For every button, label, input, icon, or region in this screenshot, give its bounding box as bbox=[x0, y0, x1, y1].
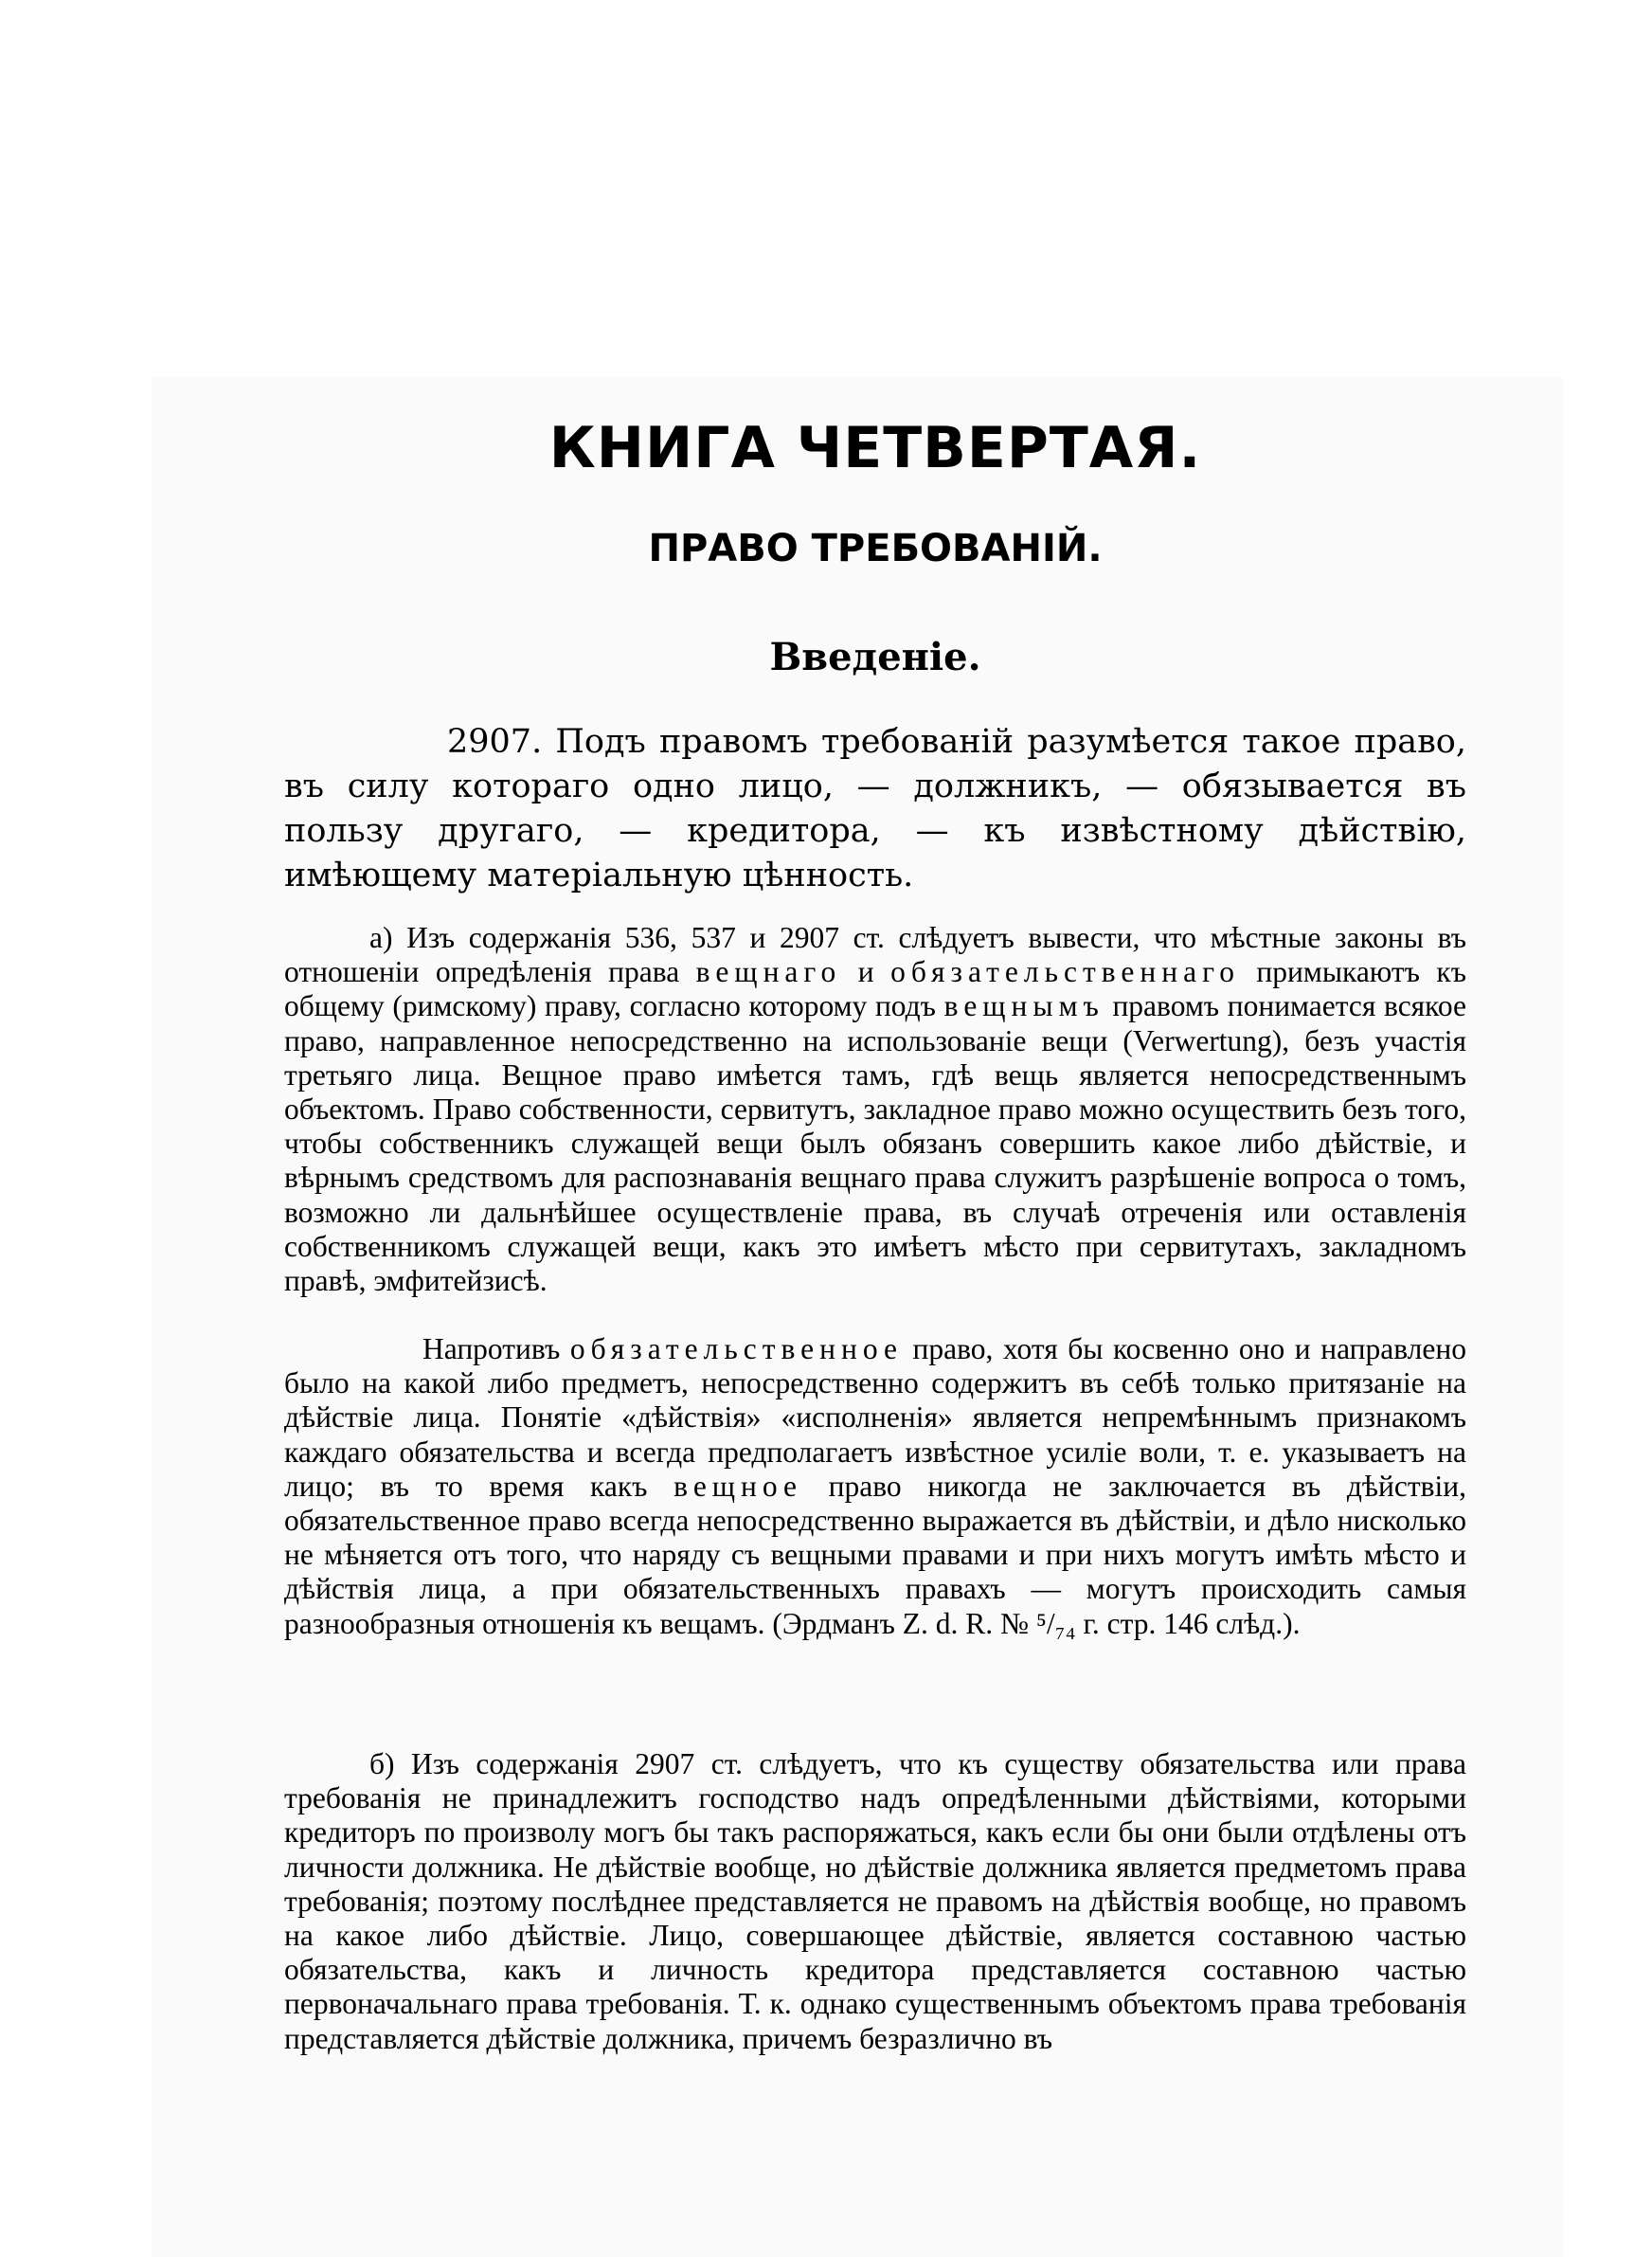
note-a-text-1: а) Изъ содержанія 536, 537 и 2907 ст. слѣдуетъ вывести, что мѣстные законы въ отношеніи опредѣленія права bbox=[284, 921, 1466, 989]
note-a2-emphasis-1: обязательственное bbox=[569, 1332, 903, 1365]
note-a-text-4: правомъ понимается всякое право, направленное непосредственно на использованіе вещи (Verwertung), безъ участія третьяго лица. Вещное право имѣется тамъ, гдѣ вещь является непосредственнымъ объектомъ. Право собственности, сервитутъ, закладное право можно осуществить безъ того, чтобы собственникъ служащей вещи былъ обязанъ совершить какое либо дѣйствіе, и вѣрнымъ средствомъ для распознаванія вещнаго права служитъ разрѣшеніе вопроса о томъ, возможно ли дальнѣйшее осуществленіе права, въ случаѣ отреченія или оставленія собственникомъ служащей вещи, какъ это имѣетъ мѣсто при сервитутахъ, закладномъ правѣ, эмфитейзисѣ. bbox=[284, 989, 1466, 1298]
intro-heading: Введеніе. bbox=[769, 635, 981, 679]
note-b: б) Изъ содержанія 2907 ст. слѣдуетъ, что къ существу обязательства или права требованія не принадлежитъ господство надъ опредѣленными дѣйствіями, которыми кредиторъ по произволу могъ бы такъ распоряжаться, какъ если бы они были отдѣлены отъ личности должника. Не дѣйствіе вообще, но дѣйствіе должника является предметомъ права требованія; поэтому послѣднее представляется не правомъ на дѣйствія вообще, но правомъ на какое либо дѣйствіе. Лицо, совершающее дѣйствіе, является составною частью обязательства, какъ и личность кредитора представляется составною частью первоначальнаго права требованія. Т. к. однако существеннымъ объектомъ права требованія представляется дѣйствіе должника, причемъ безразлично въ bbox=[284, 1747, 1466, 2055]
note-a bbox=[284, 921, 1466, 1298]
note-a-emphasis-3: вещнымъ bbox=[943, 989, 1104, 1023]
note-a-emphasis-2: обязательственнаго bbox=[890, 955, 1240, 989]
note-a-emphasis-1: вещнаго bbox=[695, 955, 842, 989]
note-a-continuation bbox=[284, 1332, 1466, 1641]
note-a-text-3: примыкаютъ къ общему (римскому) праву, согласно которому подъ bbox=[284, 955, 1467, 1023]
note-a2-text-2: право, хотя бы косвенно оно и направлено было на какой либо предметъ, непосредственно содержитъ въ себѣ только притязаніе на дѣйствіе лица. Понятіе «дѣйствія» «исполненія» является непремѣннымъ признакомъ каждаго обязательства и всегда предполагаетъ извѣстное усиліе воли, т. е. указываетъ на лицо; въ то время какъ bbox=[284, 1332, 1466, 1503]
book-title: КНИГА ЧЕТВЕРТАЯ. bbox=[548, 415, 1202, 481]
article-2907: 2907. Подъ правомъ требованій разумѣется такое право, въ силу котораго одно лицо, — должникъ, — обязывается въ пользу другаго, — кредитора, — къ извѣстному дѣйствію, имѣющему матеріальную цѣнность. bbox=[284, 723, 1466, 894]
note-a2-text-3: право никогда не заключается въ дѣйствіи, обязательственное право всегда непосредственно выражается въ дѣйствіи, и дѣло нисколько не мѣняется отъ того, что наряду съ вещными правами и при нихъ могутъ имѣть мѣсто и дѣйствія лица, а при обязательственныхъ правахъ — могутъ происходить самыя разнообразныя отношенія къ вещамъ. (Эрдманъ Z. d. R. № ⁵/₇₄ г. стр. 146 слѣд.). bbox=[284, 1469, 1466, 1640]
note-a2-text-1: Напротивъ bbox=[422, 1332, 570, 1365]
part-title: ПРАВО ТРЕБОВАНІЙ. bbox=[648, 527, 1103, 570]
note-a2-emphasis-2: вещное bbox=[673, 1469, 803, 1503]
note-a-text-2: и bbox=[841, 955, 891, 989]
